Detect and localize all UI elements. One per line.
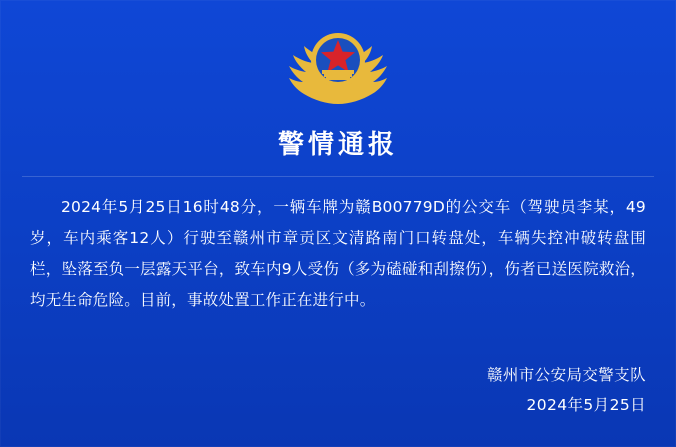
police-emblem-icon xyxy=(284,26,392,110)
signature-date: 2024年5月25日 xyxy=(526,396,646,414)
emblem-container xyxy=(0,26,676,110)
document-title: 警情通报 xyxy=(277,130,398,160)
signature-block xyxy=(487,360,646,420)
title-divider xyxy=(22,176,654,177)
notice-body-text: 2024年5月25日16时48分，一辆车牌为赣B00779D的公交车（驾驶员李某，49岁，车内乘客12人）行驶至赣州市章贡区文清路南门口转盘处，车辆失控冲破转盘围栏，坠落至负一层露天平台，致车内9人受伤（多为磕碰和刮擦伤），伤者已送医院救治，均无生命危险。目前，事故处置工作正在进行中。 xyxy=(30,198,646,309)
signature-issuer: 赣州市公安局交警支队 xyxy=(486,366,646,384)
